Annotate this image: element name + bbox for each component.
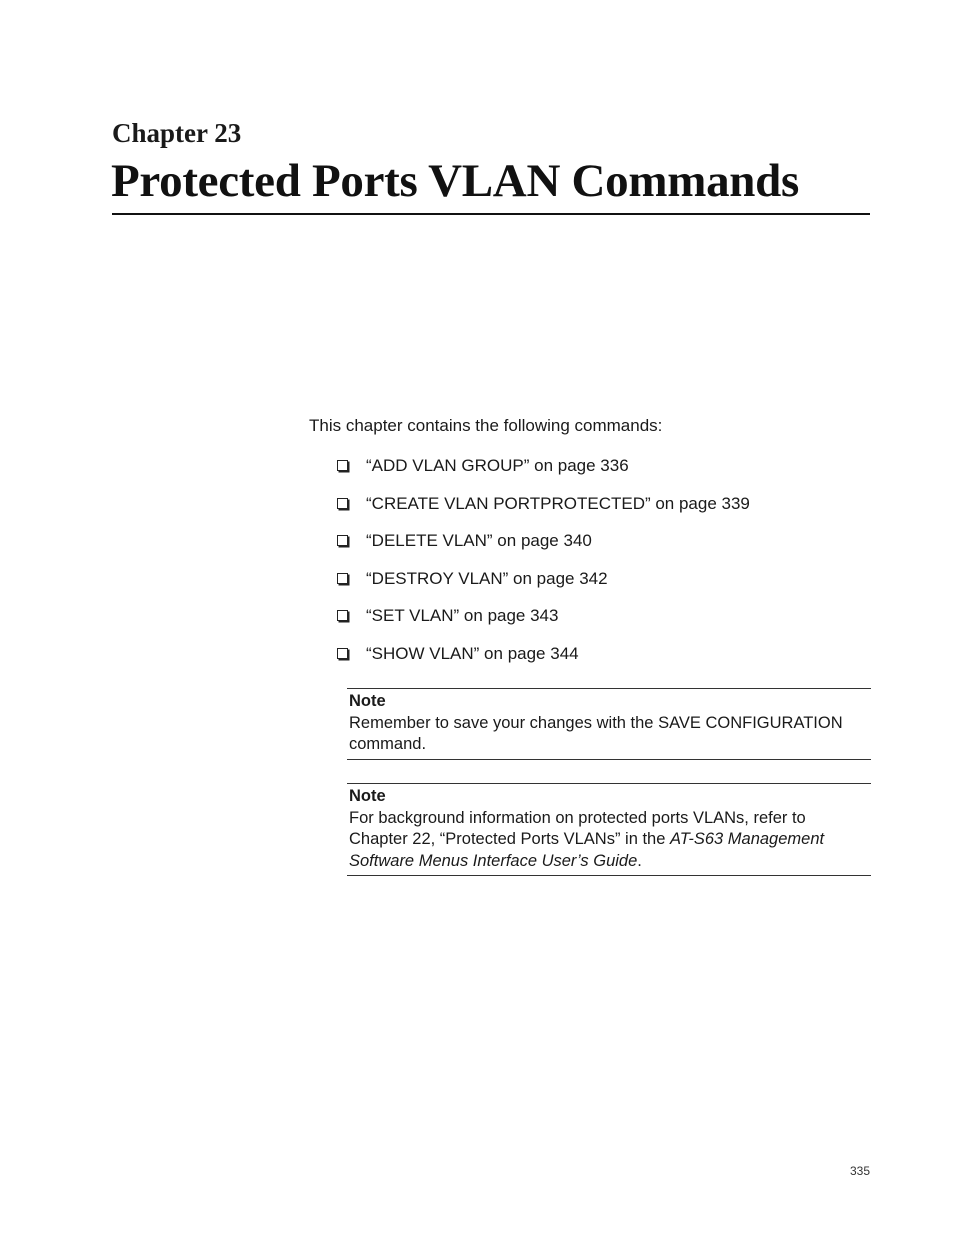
chapter-label: Chapter 23 xyxy=(112,118,242,148)
checkbox-bullet-icon xyxy=(337,535,348,546)
command-link[interactable]: “SHOW VLAN” on page 344 xyxy=(366,643,579,663)
note-save-configuration xyxy=(347,688,871,760)
note-body-text: For background information on protected ports VLANs, refer to Chapter 22, “Protected Ports VLANs” in the xyxy=(349,808,806,848)
note-heading: Note xyxy=(349,787,386,805)
note-heading: Note xyxy=(349,692,386,710)
command-link[interactable]: “CREATE VLAN PORTPROTECTED” on page 339 xyxy=(366,493,750,513)
intro-text: This chapter contains the following commands: xyxy=(309,416,663,435)
chapter-title: Protected Ports VLAN Commands xyxy=(111,155,799,207)
title-rule xyxy=(112,213,870,215)
checkbox-bullet-icon xyxy=(337,610,348,621)
note-body xyxy=(349,808,869,873)
note-background-info xyxy=(347,783,871,876)
checkbox-bullet-icon xyxy=(337,648,348,659)
page-number: 335 xyxy=(850,1164,871,1178)
note-body: Remember to save your changes with the SAVE CONFIGURATION command. xyxy=(349,713,843,753)
command-link[interactable]: “ADD VLAN GROUP” on page 336 xyxy=(366,456,629,475)
checkbox-bullet-icon xyxy=(337,498,348,509)
command-link[interactable]: “SET VLAN” on page 343 xyxy=(366,606,559,626)
command-link[interactable]: “DELETE VLAN” on page 340 xyxy=(366,531,592,551)
note-body-end: . xyxy=(637,851,642,870)
command-link[interactable]: “DESTROY VLAN” on page 342 xyxy=(366,568,608,588)
checkbox-bullet-icon xyxy=(337,460,348,471)
checkbox-bullet-icon xyxy=(337,573,348,584)
guide-title: AT-S63 Management Software Menus Interface User’s Guide xyxy=(349,830,825,870)
